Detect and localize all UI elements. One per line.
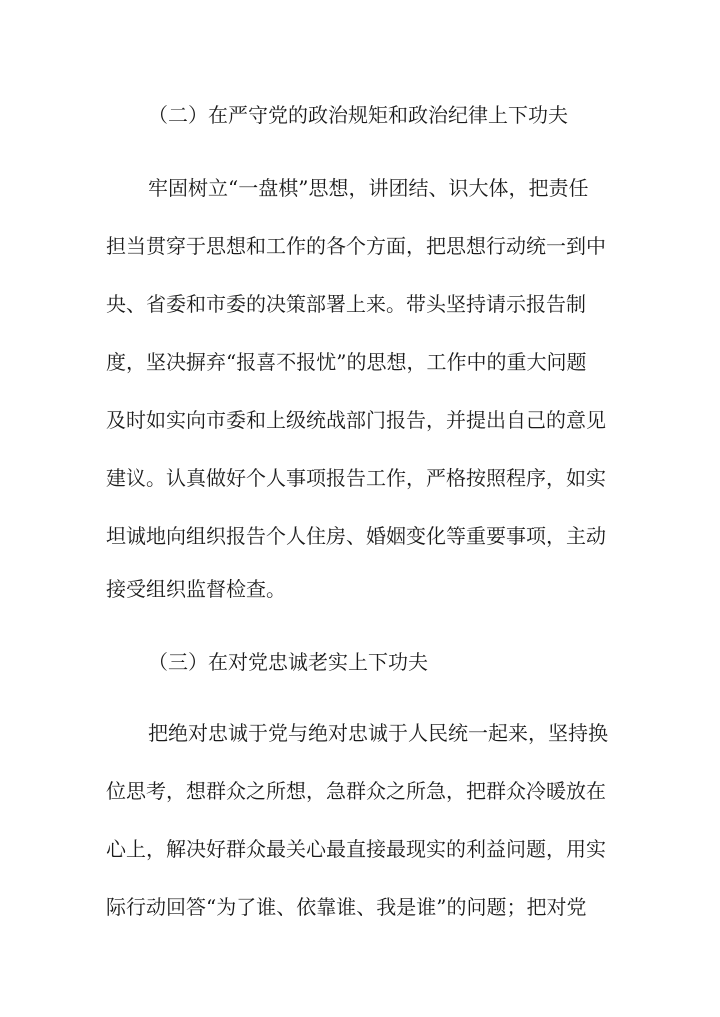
paragraph-line: 建议。认真做好个人事项报告工作，严格按照程序，如实: [106, 466, 606, 490]
paragraph-line: 际行动回答“为了谁、依靠谁、我是谁”的问题；把对党: [106, 895, 587, 919]
paragraph-line: 牢固树立“一盘棋”思想，讲团结、识大体，把责任: [148, 176, 589, 200]
paragraph-line: 接受组织监督检查。: [106, 577, 286, 601]
paragraph-line: 担当贯穿于思想和工作的各个方面，把思想行动统一到中: [106, 234, 606, 258]
paragraph-line: 度，坚决摒弃“报喜不报忧”的思想，工作中的重大问题: [106, 350, 587, 374]
paragraph-line: 位思考，想群众之所想，急群众之所急，把群众冷暖放在: [106, 779, 606, 803]
paragraph-line: 坦诚地向组织报告个人住房、婚姻变化等重要事项，主动: [106, 524, 606, 548]
paragraph-line: 把绝对忠诚于党与绝对忠诚于人民统一起来，坚持换: [148, 721, 608, 745]
paragraph-line: 及时如实向市委和上级统战部门报告，并提出自己的意见: [106, 408, 606, 432]
paragraph-line: 央、省委和市委的决策部署上来。带头坚持请示报告制: [106, 292, 586, 316]
section-heading: （三）在对党忠诚老实上下功夫: [148, 650, 428, 674]
section-heading: （二）在严守党的政治规矩和政治纪律上下功夫: [148, 103, 568, 127]
paragraph-line: 心上，解决好群众最关心最直接最现实的利益问题，用实: [106, 837, 606, 861]
